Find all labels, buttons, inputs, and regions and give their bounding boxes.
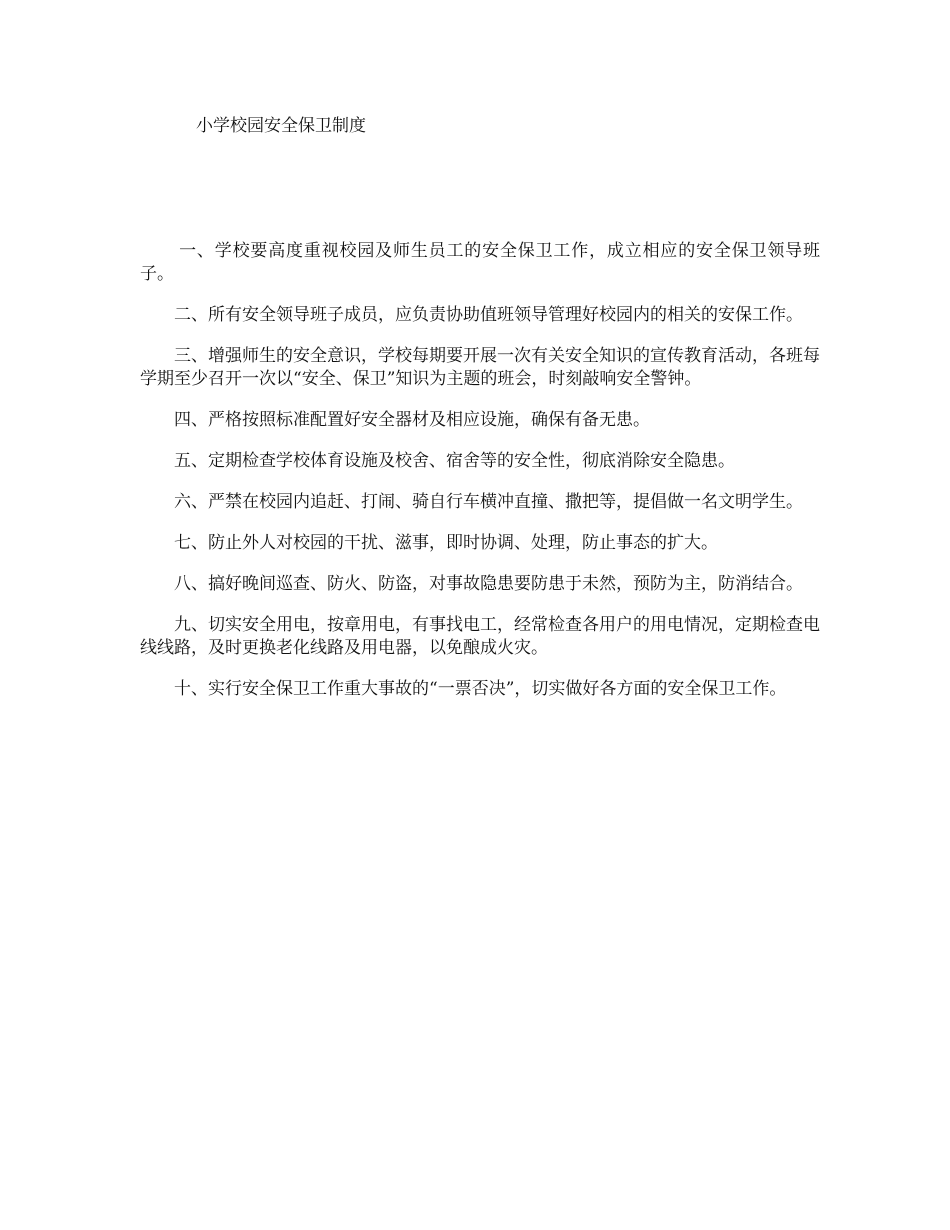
rule-item-5: 五、定期检查学校体育设施及校舍、宿舍等的安全性，彻底消除安全隐患。 [174, 451, 735, 471]
rule-item-10: 十、实行安全保卫工作重大事故的“一票否决”，切实做好各方面的安全保卫工作。 [174, 679, 787, 699]
rule-item-6: 六、严禁在校园内追赶、打闹、骑自行车横冲直撞、撒把等，提倡做一名文明学生。 [174, 492, 803, 512]
rule-item-4: 四、严格按照标准配置好安全器材及相应设施，确保有备无患。 [174, 410, 650, 430]
rule-item-2: 二、所有安全领导班子成员，应负责协助值班领导管理好校园内的相关的安保工作。 [174, 305, 803, 325]
rule-item-9: 九、切实安全用电，按章用电，有事找电工，经常检查各用户的用电情况，定期检查电线线路，及时更换老化线路及用电器，以免酿成火灾。 [140, 615, 820, 658]
rules-list [140, 240, 820, 719]
rule-item-7: 七、防止外人对校园的干扰、滋事，即时协调、处理，防止事态的扩大。 [174, 533, 718, 553]
rule-item-3: 三、增强师生的安全意识，学校每期要开展一次有关安全知识的宣传教育活动，各班每学期至少召开一次以“安全、保卫”知识为主题的班会，时刻敲响安全警钟。 [140, 346, 820, 389]
rule-item-8: 八、搞好晚间巡查、防火、防盗，对事故隐患要防患于未然，预防为主，防消结合。 [174, 574, 803, 594]
document-title: 小学校园安全保卫制度 [196, 116, 366, 136]
rule-item-1: 一、学校要高度重视校园及师生员工的安全保卫工作，成立相应的安全保卫领导班子。 [140, 241, 820, 284]
